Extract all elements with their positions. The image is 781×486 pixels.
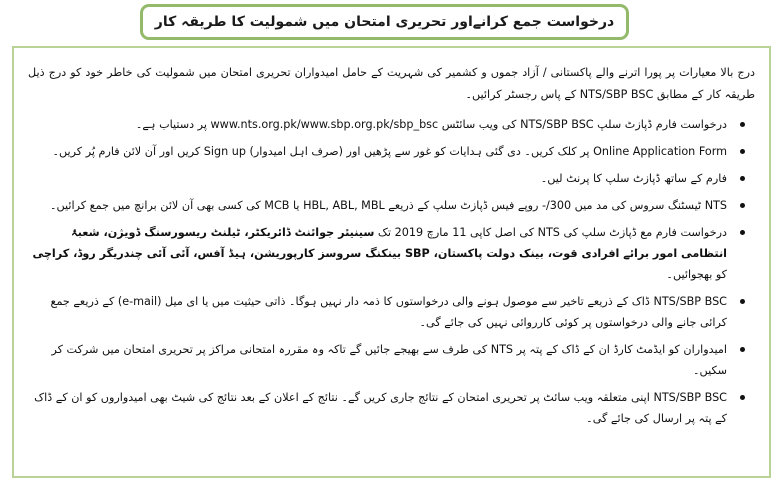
- list-item: [28, 387, 727, 429]
- list-item-text: درخواست فارم ڈپازٹ سلپ NTS/SBP BSC کی ویب سائٹس www.nts.org.pk/www.sbp.org.pk/sbp_bsc پر دستیاب ہے۔: [135, 118, 727, 131]
- list-item: [28, 141, 727, 162]
- list-item-text: فارم کے ساتھ ڈپازٹ سلپ کا پرنٹ لیں۔: [540, 172, 727, 185]
- bullet-icon: [740, 203, 745, 208]
- list-item-text: NTS/SBP BSC ڈاک کے ذریعے تاخیر سے موصول ہونے والی درخواستوں کا ذمہ دار نہیں ہوگا۔ ذاتی حیثیت میں یا ای میل (e-mail) کے ذریعے جمع کرائی جانے والی درخواستوں پر کوئی کارروائی نہیں کی جائے گی۔: [50, 295, 727, 329]
- intro-paragraph: درج بالا معیارات پر پورا اترنے والے پاکستانی / آزاد جموں و کشمیر کی شہریت کے حامل امیدواران تحریری امتحان میں شمولیت کی خاطر خود کو درج ذیل طریقہ کار کے مطابق NTS/SBP BSC کے پاس رجسٹر کرائیں۔: [28, 66, 755, 101]
- list-item: [28, 168, 727, 189]
- bullet-icon: [740, 149, 745, 154]
- mailing-address: سینیئر جوائنٹ ڈائریکٹر، ٹیلنٹ ریسورسنگ ڈویژن، شعبۂ انتظامی امور برائے افرادی قوت، بینک دولت پاکستان، SBP بینکنگ سروسز کارپوریشن، ہیڈ آفس، آئی آئی چندریگر روڈ، کراچی: [32, 226, 727, 260]
- instruction-list: [28, 114, 757, 429]
- list-item: [28, 195, 727, 216]
- list-item-text: NTS ٹیسٹنگ سروس کی مد میں 300/- روپے فیس ڈپازٹ سلپ کے ذریعے HBL, ABL, MBL یا MCB کی کسی بھی آن لائن برانچ میں جمع کرائیں۔: [49, 199, 727, 212]
- list-item: [28, 114, 727, 135]
- page-title: درخواست جمع کرانےاور تحریری امتحان میں شمولیت کا طریقہ کار: [154, 14, 615, 30]
- list-item: [28, 291, 727, 333]
- list-item-text: Online Application Form پر کلک کریں۔ دی گئی ہدایات کو غور سے پڑھیں اور (صرف اہل امیدوار) Sign up کریں اور آن لائن فارم پُر کریں۔: [52, 145, 727, 158]
- list-item-text: درخواست فارم مع ڈپازٹ سلپ کی NTS کی اصل کاپی 11 مارچ 2019 تک: [377, 226, 727, 239]
- bullet-icon: [740, 230, 745, 235]
- bullet-icon: [740, 347, 745, 352]
- list-item: [28, 222, 727, 285]
- bullet-icon: [740, 395, 745, 400]
- bullet-icon: [740, 299, 745, 304]
- list-item-text: NTS/SBP BSC اپنی متعلقہ ویب سائٹ پر تحریری امتحان کے نتائج جاری کریں گے۔ نتائج کے اعلان کے بعد نتائج کی شیٹ بھی امیدواروں کو ان کے ڈاک کے پتہ پر ارسال کی جائے گی۔: [34, 391, 727, 425]
- list-item-tail: کو بھجوائیں۔: [666, 268, 727, 281]
- list-item: [28, 339, 727, 381]
- list-item-text: امیدواران کو ایڈمٹ کارڈ ان کے ڈاک کے پتہ پر NTS کی طرف سے بھیجے جائیں گے تاکہ وہ مقررہ امتحانی مراکز پر تحریری امتحان میں شرکت کر سکیں۔: [51, 343, 727, 377]
- instructions-panel: [12, 46, 771, 478]
- bullet-icon: [740, 122, 745, 127]
- title-box: [140, 4, 629, 40]
- bullet-icon: [740, 176, 745, 181]
